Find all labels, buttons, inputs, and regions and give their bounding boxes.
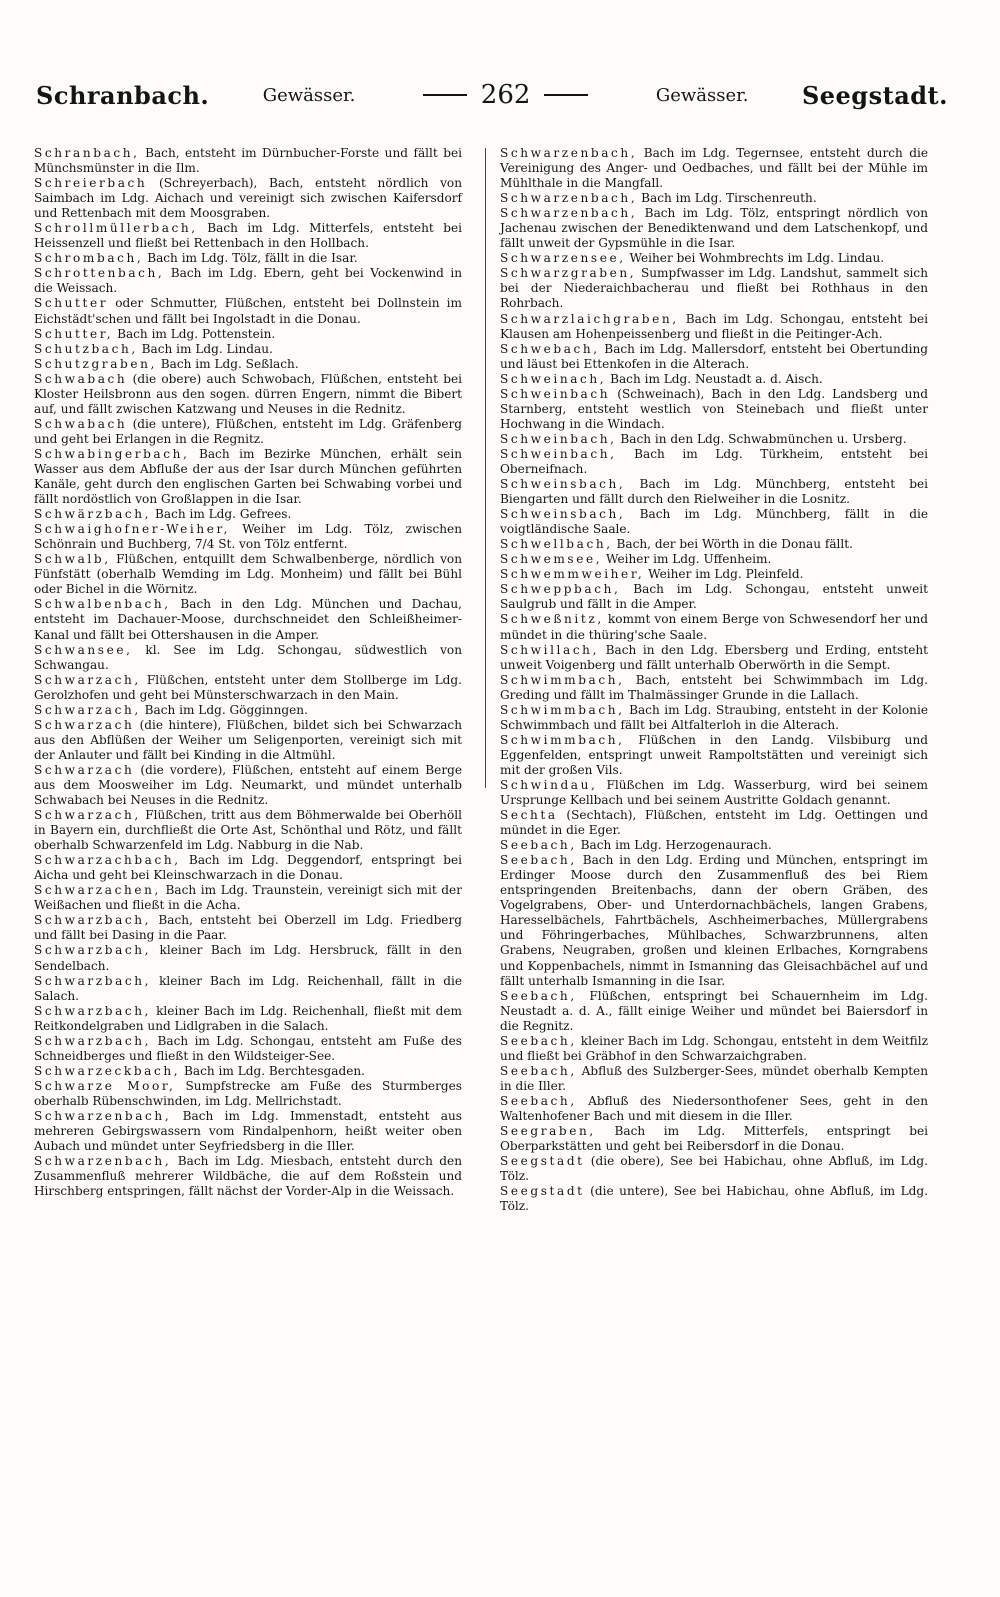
- dictionary-entry: [500, 838, 928, 853]
- entry-text: (die vordere), Flüßchen, entsteht auf einem Berge aus dem Moosweiher im Ldg. Neumarkt, und mündet unterhalb Schwabach bei Neuses in die Rednitz.: [34, 762, 462, 808]
- entry-text: kl. See im Ldg. Schongau, südwestlich von Schwangau.: [34, 642, 462, 672]
- entry-lemma: Schwarzach,: [34, 702, 141, 717]
- entry-lemma: Schwillach,: [500, 642, 600, 657]
- entry-text: Bach, der bei Wörth in die Donau fällt.: [612, 537, 853, 552]
- entry-lemma: Schwimmbach,: [500, 732, 625, 747]
- entry-lemma: Schwaighofner-Weiher,: [34, 522, 231, 537]
- entry-text: Bach im Ldg. Mallersdorf, entsteht bei Obertunding und läust bei Ettenkofen in die Alterach.: [500, 341, 928, 371]
- column-divider: [485, 148, 486, 788]
- page-number-block: [409, 80, 603, 110]
- entry-text: (die obere) auch Schwobach, Flüßchen, entsteht bei Kloster Heilsbronn aus den sogen. dürren Engern, nimmt die Bibert auf, und fällt zwischen Katzwang und Neuses in die Rednitz.: [34, 371, 462, 416]
- entry-text: Bach im Ldg. Schongau, entsteht am Fuße des Schneidberges und fließt in den Wildsteiger-See.: [34, 1033, 462, 1063]
- entry-text: Bach im Ldg. Straubing, entsteht in der Kolonie Schwimmbach und fällt bei Altfalterloh in die Alterach.: [500, 702, 928, 732]
- entry-lemma: Seegraben,: [500, 1124, 596, 1139]
- entry-lemma: Schweinsbach,: [500, 507, 626, 522]
- dictionary-entry: [34, 552, 462, 597]
- entry-text: Bach im Ldg. Tirschenreuth.: [637, 191, 817, 206]
- dictionary-entry: [500, 1154, 928, 1184]
- entry-text: Flüßchen in den Landg. Vilsbiburg und Eggenfelden, entspringt unweit Rampoltstätten und vereinigt sich mit der großen Vils.: [500, 732, 928, 777]
- dash-left: [423, 94, 467, 96]
- dictionary-entry: [34, 1034, 462, 1064]
- entry-lemma: Schrottenbach,: [34, 266, 165, 281]
- entry-text: Bach in den Ldg. Schwabmünchen u. Ursberg.: [616, 431, 907, 446]
- entry-lemma: Schwarzach: [34, 762, 135, 777]
- entry-text: (die untere), See bei Habichau, ohne Abfluß, im Ldg. Tölz.: [500, 1184, 928, 1214]
- entry-lemma: Sechta: [500, 808, 558, 823]
- dictionary-entry: [500, 567, 928, 582]
- entry-text: kleiner Bach im Ldg. Schongau, entsteht in dem Weitfilz und fließt bei Gräbhof in den Schwarzaichgraben.: [500, 1033, 928, 1063]
- dictionary-entry: [34, 146, 462, 176]
- entry-lemma: Schwimmbach,: [500, 702, 625, 717]
- entry-lemma: Schwabach: [34, 371, 128, 386]
- dictionary-entry: [34, 763, 462, 808]
- entry-text: Bach, entsteht bei Schwimmbach im Ldg. Greding und fällt im Thalmässinger Grunde in die Lallach.: [500, 672, 928, 702]
- entry-lemma: Schwarzbach,: [34, 973, 152, 988]
- entry-text: Bach im Ldg. Münchberg, fällt in die voigtländische Saale.: [500, 507, 928, 537]
- entry-lemma: Schwarze Moor,: [34, 1078, 176, 1093]
- entry-lemma: Seegstadt: [500, 1184, 585, 1199]
- dictionary-entry: [500, 612, 928, 642]
- dictionary-entry: [500, 312, 928, 342]
- entry-text: Bach im Ldg. Mitterfels, entspringt bei Oberparkstätten und geht bei Reibersdorf in die Donau.: [500, 1124, 928, 1154]
- entry-text: Flüßchen, entspringt bei Schauernheim im Ldg. Neustadt a. d. A., fällt einige Weiher und mündet bei Baiersdorf in die Regnitz.: [500, 988, 928, 1033]
- entry-text: Abfluß des Sulzberger-Sees, mündet oberhalb Kempten in die Iller.: [500, 1063, 928, 1093]
- dictionary-entry: [500, 1094, 928, 1124]
- entry-lemma: Schwabach: [34, 416, 128, 431]
- entry-lemma: Schwarzachbach,: [34, 853, 181, 868]
- entry-lemma: Schrombach,: [34, 251, 144, 266]
- dictionary-entry: [34, 176, 462, 221]
- entry-text: Bach im Ldg. Tölz, fällt in die Isar.: [143, 251, 358, 266]
- entry-text: Bach im Ldg. Pottenstein.: [113, 326, 276, 341]
- entry-lemma: Schwarzach,: [34, 672, 141, 687]
- entry-text: Bach im Ldg. Berchtesgaden.: [180, 1063, 366, 1078]
- dictionary-entry: [34, 221, 462, 251]
- dictionary-entry: [500, 808, 928, 838]
- entry-text: Bach im Ldg. Deggendorf, entspringt bei Aicha und geht bei Kleinschwarzach in die Donau.: [34, 853, 462, 883]
- entry-lemma: Schwarzlaichgraben,: [500, 311, 679, 326]
- entry-text: Bach im Ldg. Mitterfels, entsteht bei Heissenzell und fließt bei Rettenbach in den Hollbach.: [34, 221, 462, 251]
- entry-text: Bach im Ldg. Immenstadt, entsteht aus mehreren Gebirgswassern vom Rindalpenhorn, heißt weiter oben Aubach und mündet unter Seyfriedsberg in die Iller.: [34, 1109, 462, 1154]
- entry-lemma: Schwindau,: [500, 777, 598, 792]
- entry-lemma: Schweppbach,: [500, 582, 621, 597]
- entry-text: Sumpfstrecke am Fuße des Sturmberges oberhalb Rübenschwinden, im Ldg. Mellrichstadt.: [34, 1078, 462, 1108]
- entry-text: (die untere), Flüßchen, entsteht im Ldg. Gräfenberg und geht bei Erlangen in die Regnitz.: [34, 416, 462, 446]
- entry-lemma: Schwemmweiher,: [500, 567, 645, 582]
- dictionary-entry: [500, 507, 928, 537]
- entry-lemma: Schwarzgraben,: [500, 266, 637, 281]
- entry-lemma: Schutzbach,: [34, 341, 138, 356]
- dictionary-entry: [34, 522, 462, 552]
- dictionary-entry: [34, 703, 462, 718]
- dictionary-entry: [34, 913, 462, 943]
- entry-text: Bach, entsteht bei Oberzell im Ldg. Friedberg und fällt bei Dasing in die Paar.: [34, 913, 462, 943]
- dictionary-entry: [500, 853, 928, 988]
- left-section-label: Gewässer.: [262, 84, 356, 106]
- entry-lemma: Schweinsbach,: [500, 477, 626, 492]
- entry-lemma: Schweinbach,: [500, 431, 617, 446]
- entry-lemma: Schwalb,: [34, 552, 111, 567]
- entry-text: Weiher bei Wohmbrechts im Ldg. Lindau.: [625, 251, 885, 266]
- dictionary-entry: [500, 552, 928, 567]
- entry-lemma: Schranbach,: [34, 146, 140, 160]
- entry-lemma: Schwarzensee,: [500, 251, 626, 266]
- entry-lemma: Schwarzenbach,: [34, 1109, 172, 1123]
- entry-text: Bach, entsteht im Dürnbucher-Forste und fällt bei Münchsmünster in die Ilm.: [34, 146, 462, 176]
- entry-lemma: Schwarzenbach,: [500, 206, 638, 221]
- dictionary-entry: [500, 703, 928, 733]
- dictionary-entry: [34, 296, 462, 326]
- entry-text: Bach im Ldg. Tegernsee, entsteht durch die Vereinigung des Anger- und Oedbaches, und fällt bei der Mühle im Mühlthale in die Mangfall.: [500, 146, 928, 191]
- dictionary-entry: [34, 1079, 462, 1109]
- dictionary-entry: [34, 327, 462, 342]
- entry-text: Bach in den Ldg. Ebersberg und Erding, entsteht unweit Voigenberg und fällt unterhalb Oberwörth in die Sempt.: [500, 642, 928, 672]
- entry-text: Bach im Ldg. Münchberg, entsteht bei Biengarten und fällt durch den Rielweiher in die Losnitz.: [500, 477, 928, 507]
- entry-lemma: Seebach,: [500, 988, 577, 1003]
- dictionary-entry: [34, 597, 462, 642]
- dictionary-entry: [34, 718, 462, 763]
- dictionary-entry: [500, 146, 928, 191]
- dictionary-entry: [500, 372, 928, 387]
- dictionary-entry: [500, 191, 928, 206]
- entry-text: Abfluß des Niedersonthofener Sees, geht in den Waltenhofener Bach und mit diesem in die Iller.: [500, 1093, 928, 1123]
- entry-lemma: Schutzgraben,: [34, 356, 157, 371]
- dictionary-entry: [500, 477, 928, 507]
- entry-lemma: Schwarzbach,: [34, 913, 152, 928]
- entry-text: Sumpfwasser im Ldg. Landshut, sammelt sich bei der Niederaichbacherau und fließt bei Rothhaus in den Rohrbach.: [500, 266, 928, 311]
- entry-text: Bach im Ldg. Schongau, entsteht bei Klausen am Hohenpeissenberg und fließt in die Peitinger-Ach.: [500, 311, 928, 341]
- entry-lemma: Schwarzach: [34, 717, 135, 732]
- right-section-label: Gewässer.: [655, 84, 749, 106]
- entry-text: kommt von einem Berge von Schwesendorf her und mündet in die thüring'sche Saale.: [500, 612, 928, 642]
- dictionary-entry: [500, 206, 928, 251]
- entry-text: (Sechtach), Flüßchen, entsteht im Ldg. Oettingen und mündet in die Eger.: [500, 808, 928, 838]
- entry-text: Bach im Ldg. Gögginngen.: [140, 702, 308, 717]
- entry-text: (Schweinach), Bach in den Ldg. Landsberg und Starnberg, entsteht westlich von Steinebach und fließt unter Hochwang in die Windach.: [500, 386, 928, 431]
- dictionary-entry: [500, 387, 928, 432]
- entry-text: oder Schmutter, Flüßchen, entsteht bei Dollnstein im Eichstädt'schen und fällt bei Ingolstadt in die Donau.: [34, 296, 462, 326]
- entry-lemma: Schweinach,: [500, 371, 607, 386]
- dictionary-entry: [500, 778, 928, 808]
- dictionary-entry: [500, 537, 928, 552]
- entry-text: Bach im Ldg. Neustadt a. d. Aisch.: [606, 371, 823, 386]
- entry-lemma: Schwarzbach,: [34, 1003, 152, 1018]
- entry-lemma: Seebach,: [500, 1033, 577, 1048]
- dictionary-entry: [34, 1064, 462, 1079]
- entry-text: Bach im Ldg. Miesbach, entsteht durch den Zusammenfluß mehrerer Wildbäche, die auf dem Roßstein und Hirschberg entspringen, fällt nächst der Vorder-Alp in die Weissach.: [34, 1154, 462, 1199]
- entry-lemma: Schwalbenbach,: [34, 597, 171, 612]
- entry-text: Bach in den Ldg. München und Dachau, entsteht im Dachauer-Moose, durchschneidet den Schleißheimer-Kanal und fällt bei Ottershausen in die Amper.: [34, 597, 462, 642]
- entry-lemma: Seebach,: [500, 1063, 577, 1078]
- right-column: [500, 146, 928, 1214]
- entry-text: Flüßchen, entsteht unter dem Stollberge im Ldg. Gerolzhofen und geht bei Münsterschwarzach in den Main.: [34, 672, 462, 702]
- dictionary-entry: [34, 974, 462, 1004]
- entry-lemma: Seebach,: [500, 1093, 577, 1108]
- entry-lemma: Schwarzachen,: [34, 883, 161, 898]
- dash-right: [544, 94, 588, 96]
- dictionary-entry: [500, 432, 928, 447]
- entry-lemma: Schweßnitz,: [500, 612, 604, 627]
- entry-text: Bach im Ldg. Herzogenaurach.: [576, 838, 772, 853]
- entry-lemma: Schwarzenbach,: [500, 191, 638, 206]
- dictionary-entry: [500, 733, 928, 778]
- entry-text: Bach im Ldg. Türkheim, entsteht bei Oberneifnach.: [500, 446, 928, 476]
- entry-lemma: Schwabingerbach,: [34, 446, 190, 461]
- dictionary-entry: [34, 507, 462, 522]
- entry-lemma: Schwarzenbach,: [500, 146, 638, 160]
- dictionary-entry: [500, 447, 928, 477]
- dictionary-entry: [34, 372, 462, 417]
- entry-text: Bach in den Ldg. Erding und München, entspringt im Erdinger Moose durch den Zusammenfluß des bei Riem entspringenden Breitenbachs, dann der obern Gräben, des Vogelgrabens, Ober- und Unterdornachbächels, langen Grabens, Haresselbächels, Fahrtbächels, Aschheimerbaches, Müllergrabens und Föhringerbaches, Mühlbaches, Schwarzbrunnens, alten Grabens, Neugraben, großen und kleinen Erlbaches, Korngrabens und Koppenbachels, nimmt in Ismanning das Gleisachbächel auf und fällt unterhalb Ismanning in die Isar.: [500, 853, 928, 988]
- dictionary-entry: [34, 1004, 462, 1034]
- entry-lemma: Schweinbach: [500, 386, 611, 401]
- dictionary-entry: [34, 943, 462, 973]
- entry-lemma: Schwansee,: [34, 642, 133, 657]
- dictionary-entry: [500, 989, 928, 1034]
- entry-text: Bach im Ldg. Lindau.: [137, 341, 273, 356]
- entry-text: kleiner Bach im Ldg. Hersbruck, fällt in den Sendelbach.: [34, 943, 462, 973]
- dictionary-entry: [34, 673, 462, 703]
- entry-lemma: Schwarzeckbach,: [34, 1063, 181, 1078]
- entry-lemma: Schwarzbach,: [34, 1033, 152, 1048]
- entry-text: kleiner Bach im Ldg. Reichenhall, fließt mit dem Reitkondelgraben und Lidlgraben in die Salach.: [34, 1003, 462, 1033]
- entry-lemma: Seegstadt: [500, 1154, 585, 1169]
- left-column: [34, 146, 462, 1199]
- dictionary-entry: [500, 673, 928, 703]
- entry-lemma: Seebach,: [500, 853, 577, 868]
- entry-text: Flüßchen, entquillt dem Schwalbenberge, nördlich von Fünfstätt (oberhalb Wemding im Ldg. Monheim) und fällt bei Bühl oder Bichel in die Wörnitz.: [34, 552, 462, 597]
- entry-text: Weiher im Ldg. Pleinfeld.: [644, 567, 804, 582]
- entry-lemma: Schutter,: [34, 326, 114, 341]
- entry-lemma: Schutter: [34, 296, 109, 311]
- dictionary-entry: [34, 853, 462, 883]
- entry-lemma: Seebach,: [500, 838, 577, 853]
- entry-lemma: Schwimmbach,: [500, 672, 625, 687]
- dictionary-entry: [34, 266, 462, 296]
- dictionary-entry: [500, 582, 928, 612]
- entry-text: Bach im Ldg. Ebern, geht bei Vockenwind in die Weissach.: [34, 266, 462, 296]
- dictionary-entry: [34, 342, 462, 357]
- entry-text: Weiher im Ldg. Uffenheim.: [602, 552, 772, 567]
- entry-lemma: Schwarzenbach,: [34, 1154, 172, 1169]
- dictionary-entry: [34, 643, 462, 673]
- entry-lemma: Schwellbach,: [500, 537, 613, 552]
- entry-lemma: Schwarzbach,: [34, 943, 152, 958]
- entry-text: Bach im Ldg. Traunstein, vereinigt sich mit der Weißachen und fließt in die Acha.: [34, 883, 462, 913]
- dictionary-entry: [34, 1154, 462, 1199]
- dictionary-entry: [500, 643, 928, 673]
- dictionary-entry: [500, 1064, 928, 1094]
- entry-lemma: Schreierbach: [34, 176, 148, 191]
- entry-lemma: Schwemsee,: [500, 552, 603, 567]
- running-header: [36, 74, 948, 116]
- entry-text: Flüßchen im Ldg. Wasserburg, wird bei seinem Ursprunge Kellbach und bei seinem Austritte Goldach genannt.: [500, 777, 928, 808]
- entry-text: (die obere), See bei Habichau, ohne Abfluß, im Ldg. Tölz.: [500, 1154, 928, 1184]
- entry-text: Bach im Ldg. Seßlach.: [156, 356, 299, 371]
- entry-text: Bach im Bezirke München, erhält sein Wasser aus dem Abfluße der aus der Isar durch München geführten Kanäle, geht durch den englischen Garten bei Schwabing vorbei und fällt nordöstlich von Großlappen in die Isar.: [34, 446, 462, 507]
- entry-text: Bach im Ldg. Schongau, entsteht unweit Saulgrub und fällt in die Amper.: [500, 582, 928, 612]
- left-headword: Schranbach.: [36, 80, 210, 110]
- dictionary-entry: [34, 808, 462, 853]
- dictionary-entry: [500, 342, 928, 372]
- entry-text: Flüßchen, tritt aus dem Böhmerwalde bei Oberhöll in Bayern ein, durchfließt die Orte Ast, Schönthal und Rötz, und fällt oberhalb Schwarzenfeld im Ldg. Nabburg in die Nab.: [34, 808, 462, 853]
- entry-lemma: Schwarzach,: [34, 808, 141, 823]
- dictionary-entry: [34, 417, 462, 447]
- dictionary-entry: [34, 447, 462, 507]
- entry-text: Bach im Ldg. Tölz, entspringt nördlich von Jachenau zwischen der Benediktenwand und dem Latschenkopf, und fällt unweit der Gypsmühle in die Isar.: [500, 206, 928, 251]
- entry-text: (die hintere), Flüßchen, bildet sich bei Schwarzach aus den Abflüßen der Weiher um Seligenporten, vereinigt sich mit der Anlauter und fällt bei Kinding in die Altmühl.: [34, 717, 462, 762]
- dictionary-entry: [500, 251, 928, 266]
- dictionary-entry: [34, 251, 462, 266]
- entry-lemma: Schrollmüllerbach,: [34, 221, 198, 236]
- entry-lemma: Schweinbach,: [500, 446, 617, 461]
- dictionary-entry: [500, 1034, 928, 1064]
- page-number: 262: [480, 80, 531, 110]
- entry-lemma: Schwebach,: [500, 341, 600, 356]
- entry-text: kleiner Bach im Ldg. Reichenhall, fällt in die Salach.: [34, 973, 462, 1003]
- entry-text: (Schreyerbach), Bach, entsteht nördlich von Saimbach im Ldg. Aichach und vereinigt sich zwischen Kaifersdorf und Rettenbach mit dem Moosgraben.: [34, 176, 462, 221]
- dictionary-entry: [34, 357, 462, 372]
- dictionary-entry: [500, 266, 928, 311]
- entry-text: Weiher im Ldg. Tölz, zwischen Schönrain und Buchberg, 7/4 St. von Tölz entfernt.: [34, 522, 462, 552]
- dictionary-entry: [500, 1184, 928, 1214]
- dictionary-entry: [34, 1109, 462, 1154]
- dictionary-entry: [500, 1124, 928, 1154]
- entry-text: Bach im Ldg. Gefrees.: [151, 507, 292, 522]
- entry-lemma: Schwärzbach,: [34, 507, 152, 522]
- dictionary-entry: [34, 883, 462, 913]
- right-headword: Seegstadt.: [801, 80, 948, 110]
